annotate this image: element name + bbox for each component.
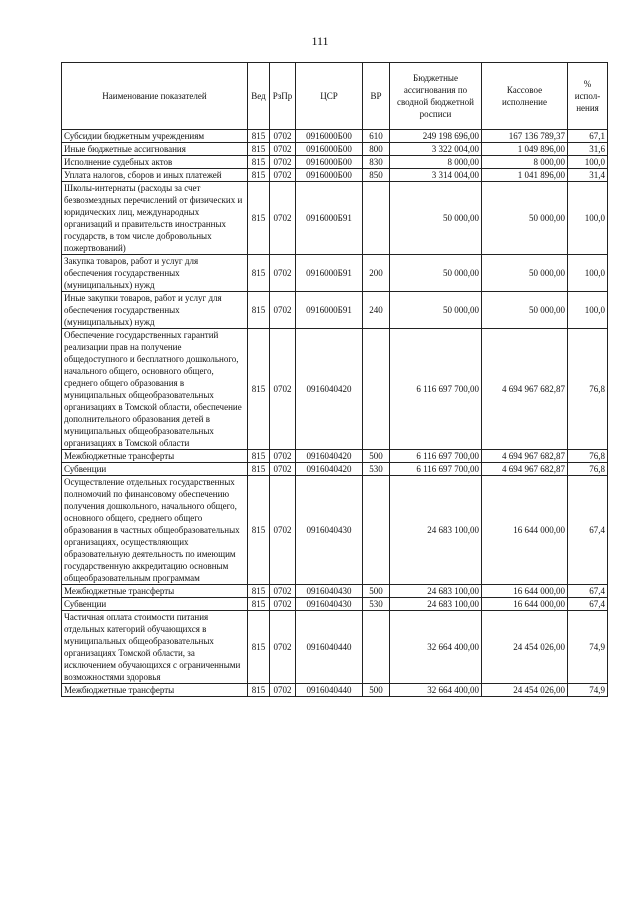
cell-percent: 100,0 [568,156,608,169]
cell-ved: 815 [248,611,270,684]
cell-allocations: 6 116 697 700,00 [390,329,482,450]
cell-rzpr: 0702 [270,130,296,143]
cell-name: Частичная оплата стоимости питания отдельных категорий обучающихся в муниципальных общеобразовательных организациях Томской области, за исключением обучающихся с ограниченными возможностями здоровья [62,611,248,684]
cell-csr: 0916040430 [296,585,363,598]
cell-name: Исполнение судебных актов [62,156,248,169]
cell-allocations: 24 683 100,00 [390,585,482,598]
table-header-row [62,63,608,130]
cell-rzpr: 0702 [270,156,296,169]
cell-allocations: 8 000,00 [390,156,482,169]
cell-cash: 24 454 026,00 [482,684,568,697]
cell-name: Осуществление отдельных государственных полномочий по финансовому обеспечению получения дошкольного, начального общего, основного общего, среднего общего образования в частных общеобразовательных организациях, осуществляющих образовательную деятельность по имеющим государственную аккредитацию основным общеобразовательным программам [62,476,248,585]
cell-ved: 815 [248,182,270,255]
cell-vr: 530 [363,598,390,611]
cell-ved: 815 [248,329,270,450]
cell-cash: 16 644 000,00 [482,476,568,585]
cell-allocations: 50 000,00 [390,182,482,255]
cell-allocations: 6 116 697 700,00 [390,450,482,463]
cell-ved: 815 [248,292,270,329]
table-row [62,684,608,697]
cell-rzpr: 0702 [270,143,296,156]
cell-ved: 815 [248,255,270,292]
budget-execution-table [61,62,608,697]
table-row [62,130,608,143]
cell-csr: 0916000Б91 [296,182,363,255]
cell-allocations: 3 314 004,00 [390,169,482,182]
cell-csr: 0916040440 [296,611,363,684]
cell-vr: 500 [363,450,390,463]
cell-allocations: 3 322 004,00 [390,143,482,156]
cell-name: Школы-интернаты (расходы за счет безвозмездных перечислений от физических и юридических лиц, международных организаций и правительств иностранных государств, в том числе добровольных пожертвований) [62,182,248,255]
cell-cash: 4 694 967 682,87 [482,450,568,463]
table-row [62,292,608,329]
table-row [62,182,608,255]
cell-rzpr: 0702 [270,598,296,611]
cell-percent: 67,4 [568,476,608,585]
cell-name: Уплата налогов, сборов и иных платежей [62,169,248,182]
header-csr: ЦСР [296,63,363,130]
cell-name: Межбюджетные трансферты [62,585,248,598]
cell-percent: 76,8 [568,450,608,463]
cell-name: Субвенции [62,598,248,611]
cell-csr: 0916040430 [296,598,363,611]
cell-allocations: 32 664 400,00 [390,684,482,697]
cell-cash: 167 136 789,37 [482,130,568,143]
cell-cash: 1 041 896,00 [482,169,568,182]
cell-allocations: 24 683 100,00 [390,598,482,611]
header-rzpr: РзПр [270,63,296,130]
table-row [62,476,608,585]
header-vr: ВР [363,63,390,130]
cell-percent: 31,4 [568,169,608,182]
cell-rzpr: 0702 [270,255,296,292]
cell-percent: 100,0 [568,292,608,329]
header-allocations: Бюджетные ассигнования по сводной бюджетной росписи [390,63,482,130]
cell-rzpr: 0702 [270,684,296,697]
cell-rzpr: 0702 [270,611,296,684]
cell-ved: 815 [248,463,270,476]
cell-csr: 0916000Б91 [296,255,363,292]
cell-ved: 815 [248,684,270,697]
table-row [62,169,608,182]
cell-vr: 830 [363,156,390,169]
table-row [62,156,608,169]
cell-name: Субсидии бюджетным учреждениям [62,130,248,143]
cell-vr: 850 [363,169,390,182]
cell-rzpr: 0702 [270,182,296,255]
cell-csr: 0916040430 [296,476,363,585]
cell-percent: 67,1 [568,130,608,143]
cell-vr [363,476,390,585]
cell-percent: 76,8 [568,463,608,476]
cell-percent: 74,9 [568,611,608,684]
cell-rzpr: 0702 [270,329,296,450]
cell-percent: 31,6 [568,143,608,156]
cell-vr: 500 [363,684,390,697]
cell-name: Межбюджетные трансферты [62,450,248,463]
cell-vr [363,182,390,255]
cell-allocations: 24 683 100,00 [390,476,482,585]
table-row [62,329,608,450]
cell-rzpr: 0702 [270,585,296,598]
cell-cash: 24 454 026,00 [482,611,568,684]
table-row [62,255,608,292]
cell-name: Иные бюджетные ассигнования [62,143,248,156]
cell-csr: 0916000Б00 [296,169,363,182]
header-name: Наименование показателей [62,63,248,130]
cell-allocations: 249 198 696,00 [390,130,482,143]
cell-csr: 0916000Б00 [296,156,363,169]
cell-name: Иные закупки товаров, работ и услуг для обеспечения государственных (муниципальных) нужд [62,292,248,329]
cell-cash: 1 049 896,00 [482,143,568,156]
cell-cash: 8 000,00 [482,156,568,169]
cell-ved: 815 [248,143,270,156]
cell-rzpr: 0702 [270,169,296,182]
cell-name: Закупка товаров, работ и услуг для обеспечения государственных (муниципальных) нужд [62,255,248,292]
header-ved: Вед [248,63,270,130]
cell-csr: 0916040440 [296,684,363,697]
cell-csr: 0916000Б00 [296,143,363,156]
table-row [62,450,608,463]
cell-rzpr: 0702 [270,292,296,329]
cell-vr: 240 [363,292,390,329]
cell-cash: 50 000,00 [482,292,568,329]
cell-allocations: 50 000,00 [390,255,482,292]
header-percent: % испол-нения [568,63,608,130]
cell-csr: 0916000Б91 [296,292,363,329]
cell-percent: 100,0 [568,255,608,292]
cell-percent: 67,4 [568,585,608,598]
cell-ved: 815 [248,476,270,585]
cell-vr: 530 [363,463,390,476]
cell-ved: 815 [248,169,270,182]
table-row [62,598,608,611]
header-cash: Кассовое исполнение [482,63,568,130]
table-row [62,463,608,476]
cell-ved: 815 [248,598,270,611]
cell-rzpr: 0702 [270,476,296,585]
cell-ved: 815 [248,156,270,169]
cell-rzpr: 0702 [270,450,296,463]
cell-percent: 100,0 [568,182,608,255]
cell-allocations: 32 664 400,00 [390,611,482,684]
cell-csr: 0916000Б00 [296,130,363,143]
cell-rzpr: 0702 [270,463,296,476]
cell-vr: 610 [363,130,390,143]
cell-name: Обеспечение государственных гарантий реализации прав на получение общедоступного и бесплатного дошкольного, начального общего, основного общего, среднего общего образования в муниципальных общеобразовательных организациях в Томской области, обеспечение дополнительного образования детей в муниципальных общеобразовательных организациях в Томской области [62,329,248,450]
cell-vr [363,329,390,450]
cell-percent: 67,4 [568,598,608,611]
cell-vr: 200 [363,255,390,292]
cell-name: Межбюджетные трансферты [62,684,248,697]
cell-vr [363,611,390,684]
table-row [62,611,608,684]
cell-cash: 50 000,00 [482,255,568,292]
cell-cash: 4 694 967 682,87 [482,463,568,476]
table-row [62,143,608,156]
cell-cash: 50 000,00 [482,182,568,255]
cell-cash: 4 694 967 682,87 [482,329,568,450]
cell-csr: 0916040420 [296,463,363,476]
cell-csr: 0916040420 [296,329,363,450]
page-number: 111 [311,34,329,48]
table-row [62,585,608,598]
cell-name: Субвенции [62,463,248,476]
cell-percent: 76,8 [568,329,608,450]
cell-allocations: 6 116 697 700,00 [390,463,482,476]
cell-percent: 74,9 [568,684,608,697]
cell-cash: 16 644 000,00 [482,585,568,598]
cell-ved: 815 [248,130,270,143]
cell-cash: 16 644 000,00 [482,598,568,611]
cell-vr: 500 [363,585,390,598]
cell-vr: 800 [363,143,390,156]
cell-csr: 0916040420 [296,450,363,463]
cell-ved: 815 [248,450,270,463]
cell-allocations: 50 000,00 [390,292,482,329]
cell-ved: 815 [248,585,270,598]
